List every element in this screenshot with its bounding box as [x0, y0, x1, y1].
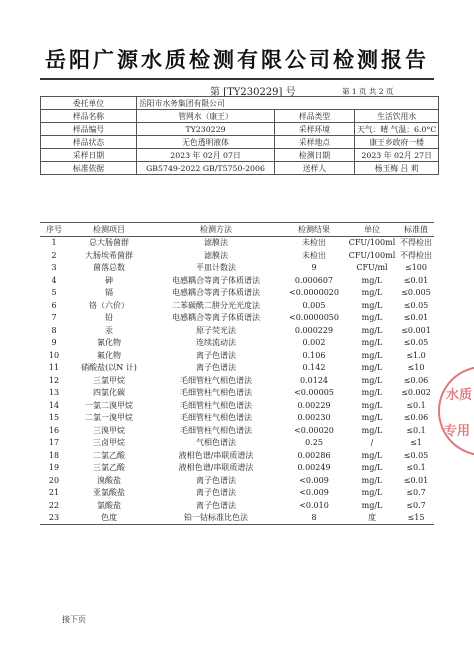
- item-result: <0.0000020: [289, 288, 339, 298]
- table-header-row: [40, 223, 434, 237]
- item-unit: mg/L: [361, 500, 383, 510]
- info-value: 管网水（康王）: [137, 110, 275, 123]
- item-unit: CFU/ml: [356, 263, 388, 273]
- info-value: GB5749-2022 GB/T5750-2006: [137, 162, 275, 175]
- info-value: 生活饮用水: [355, 110, 439, 123]
- item-result: 0.142: [302, 363, 326, 373]
- item-name: 三卤甲烷: [93, 438, 125, 448]
- item-method: 液相色谱/串联质谱法: [178, 463, 254, 473]
- item-method: 铂一钴标准比色法: [150, 512, 282, 525]
- item-index: 6: [51, 300, 57, 310]
- info-label: 样品名称: [41, 110, 137, 123]
- item-index: 8: [51, 325, 57, 335]
- item-method: 离子色谱法: [196, 350, 236, 360]
- info-value: 康王乡政府一楼: [355, 136, 439, 149]
- item-result: 未检出: [302, 238, 326, 248]
- table-row: [40, 312, 434, 325]
- info-label: 委托单位: [41, 97, 137, 110]
- item-result: 0.002: [302, 338, 326, 348]
- item-method: 离子色谱法: [196, 488, 236, 498]
- item-result: <0.010: [299, 500, 329, 510]
- report-title: 岳阳广源水质检测有限公司检测报告: [45, 47, 429, 72]
- title-divider: [40, 78, 434, 80]
- seal-text-bottom: 专用: [444, 424, 471, 439]
- item-name: 氰化物: [97, 338, 121, 348]
- table-row: [40, 299, 434, 312]
- item-method: 电感耦合等离子体质谱法: [172, 313, 260, 323]
- item-unit: CFU/100ml: [348, 238, 396, 248]
- item-result: 0.00229: [297, 400, 331, 410]
- item-name: 砷: [105, 275, 113, 285]
- item-name: 汞: [105, 325, 113, 335]
- info-label: 样品状态: [41, 136, 137, 149]
- item-unit: mg/L: [361, 275, 383, 285]
- item-unit: mg/L: [361, 388, 383, 398]
- item-unit: mg/L: [361, 288, 383, 298]
- item-result: 0.000607: [294, 275, 334, 285]
- item-index: 5: [51, 288, 57, 298]
- item-result: 0.005: [302, 300, 326, 310]
- item-limit: ≤0.06: [403, 375, 429, 385]
- info-value: 2023 年 02月 07日: [137, 149, 275, 162]
- item-result: 9: [311, 263, 317, 273]
- col-header-index: 序号: [40, 223, 68, 237]
- item-limit: 不得检出: [400, 250, 432, 260]
- info-row: [41, 123, 439, 136]
- item-method: 滤膜法: [204, 238, 228, 248]
- item-name: 总大肠菌群: [89, 238, 129, 248]
- table-row: [40, 262, 434, 275]
- item-limit: ≤1: [410, 438, 422, 448]
- item-method: 连续流动法: [196, 338, 236, 348]
- item-name: 三氯甲烷: [93, 375, 125, 385]
- item-name: 铅: [105, 313, 113, 323]
- item-unit: mg/L: [361, 413, 383, 423]
- item-index: 7: [51, 313, 57, 323]
- item-index: 4: [51, 275, 57, 285]
- info-label: 样品类型: [275, 110, 355, 123]
- item-method: 液相色谱/串联质谱法: [178, 450, 254, 460]
- item-index: 18: [48, 450, 60, 460]
- table-row: [40, 462, 434, 475]
- table-row: [40, 249, 434, 262]
- item-limit: ≤0.1: [406, 400, 426, 410]
- item-name: 溴酸盐: [97, 475, 121, 485]
- item-limit: 不得检出: [400, 238, 432, 248]
- table-row: [40, 424, 434, 437]
- item-result: <0.0000050: [289, 313, 339, 323]
- item-unit: CFU/100ml: [348, 250, 396, 260]
- item-unit: mg/L: [361, 338, 383, 348]
- item-limit: ≤0.05: [403, 450, 429, 460]
- item-method: 毛细管柱气相色谱法: [180, 388, 252, 398]
- item-name: 氟化物: [97, 350, 121, 360]
- item-method: 离子色谱法: [196, 500, 236, 510]
- item-index: 14: [48, 400, 60, 410]
- item-method: 原子荧光法: [196, 325, 236, 335]
- item-name: 二氯乙酸: [93, 450, 125, 460]
- item-result: 0.106: [302, 350, 326, 360]
- info-label: 采样地点: [275, 136, 355, 149]
- item-method: 离子色谱法: [196, 363, 236, 373]
- item-unit: mg/L: [361, 313, 383, 323]
- item-result: <0.00020: [294, 425, 334, 435]
- table-row: [40, 337, 434, 350]
- item-result: <0.009: [299, 488, 329, 498]
- item-method: 毛细管柱气相色谱法: [180, 425, 252, 435]
- item-limit: ≤0.002: [401, 388, 431, 398]
- item-result: 0.25: [305, 438, 323, 448]
- info-row: [41, 149, 439, 162]
- item-index: 23: [40, 512, 68, 525]
- item-limit: ≤0.05: [403, 338, 429, 348]
- item-result: 8: [282, 512, 346, 525]
- item-limit: ≤1.0: [406, 350, 426, 360]
- info-label: 检测日期: [275, 149, 355, 162]
- item-index: 22: [48, 500, 60, 510]
- item-name: 铬（六价）: [89, 300, 129, 310]
- item-method: 毛细管柱气相色谱法: [180, 413, 252, 423]
- table-row: [40, 387, 434, 400]
- item-limit: ≤0.01: [403, 275, 429, 285]
- item-index: 3: [51, 263, 57, 273]
- seal-text-top: 水质: [446, 388, 473, 403]
- item-index: 1: [51, 238, 57, 248]
- item-unit: mg/L: [361, 488, 383, 498]
- item-result: 0.00286: [297, 450, 331, 460]
- item-limit: ≤0.1: [406, 425, 426, 435]
- item-name: 大肠埃希菌群: [85, 250, 133, 260]
- item-name: 硝酸盐(以N 计): [81, 363, 137, 373]
- item-limit: ≤100: [405, 263, 427, 273]
- table-row: [40, 449, 434, 462]
- item-limit: ≤0.7: [406, 488, 426, 498]
- official-seal: [438, 366, 474, 456]
- item-index: 21: [48, 488, 60, 498]
- item-name: 三溴甲烷: [93, 425, 125, 435]
- item-unit: mg/L: [361, 363, 383, 373]
- item-limit: ≤0.005: [401, 288, 431, 298]
- test-results-table: [40, 222, 434, 525]
- item-limit: ≤10: [407, 363, 425, 373]
- item-unit: /: [370, 438, 374, 448]
- info-value: 天气：晴 气温：6.0°C: [355, 123, 439, 136]
- table-row: [40, 499, 434, 512]
- page-count: 第 1 页 共 2 页: [342, 87, 394, 96]
- item-result: <0.00005: [294, 388, 334, 398]
- item-name: 镉: [105, 288, 113, 298]
- item-unit: mg/L: [361, 300, 383, 310]
- table-row: [40, 362, 434, 375]
- info-label: 样品编号: [41, 123, 137, 136]
- table-row: [40, 349, 434, 362]
- sample-info-table: [40, 96, 439, 175]
- info-label: 送样人: [275, 162, 355, 175]
- col-header-method: 检测方法: [150, 223, 282, 237]
- table-row: [40, 512, 434, 525]
- col-header-unit: 单位: [346, 223, 398, 237]
- item-index: 15: [48, 413, 60, 423]
- item-method: 平皿计数法: [196, 263, 236, 273]
- item-method: 气相色谱法: [196, 438, 236, 448]
- item-method: 离子色谱法: [196, 475, 236, 485]
- item-index: 16: [48, 425, 60, 435]
- item-unit: mg/L: [361, 325, 383, 335]
- item-index: 20: [48, 475, 60, 485]
- item-name: 二氯一溴甲烷: [85, 413, 133, 423]
- info-value: 无色透明液体: [137, 136, 275, 149]
- table-row: [40, 412, 434, 425]
- item-index: 11: [48, 363, 60, 373]
- item-limit: ≤0.06: [403, 413, 429, 423]
- item-method: 毛细管柱气相色谱法: [180, 400, 252, 410]
- item-limit: ≤0.05: [403, 300, 429, 310]
- item-name: 亚氯酸盐: [93, 488, 125, 498]
- col-header-limit: 标准值: [398, 223, 434, 237]
- item-index: 10: [48, 350, 60, 360]
- table-row: [40, 287, 434, 300]
- item-index: 9: [51, 338, 57, 348]
- continued-note: 接下页: [62, 615, 86, 624]
- item-name: 氯酸盐: [97, 500, 121, 510]
- item-result: 0.00230: [297, 413, 331, 423]
- report-number: 第 [TY230229] 号: [210, 87, 296, 98]
- info-row: [41, 162, 439, 175]
- item-limit: ≤0.01: [403, 313, 429, 323]
- info-row: [41, 136, 439, 149]
- item-name: 三氯乙酸: [93, 463, 125, 473]
- info-label: 采样环境: [275, 123, 355, 136]
- item-index: 17: [48, 438, 60, 448]
- item-result: 0.00249: [297, 463, 331, 473]
- item-unit: mg/L: [361, 375, 383, 385]
- table-row: [40, 437, 434, 450]
- item-result: 0.0124: [300, 375, 328, 385]
- item-method: 电感耦合等离子体质谱法: [172, 288, 260, 298]
- table-row: [40, 274, 434, 287]
- item-limit: ≤15: [398, 512, 434, 525]
- info-value: 2023 年 02月 27日: [355, 149, 439, 162]
- table-row: [40, 399, 434, 412]
- col-header-item: 检测项目: [68, 223, 150, 237]
- item-index: 19: [48, 463, 60, 473]
- item-result: 未检出: [302, 250, 326, 260]
- item-unit: mg/L: [361, 425, 383, 435]
- item-unit: 度: [346, 512, 398, 525]
- item-index: 2: [51, 250, 57, 260]
- item-result: <0.009: [299, 475, 329, 485]
- item-result: 0.000229: [294, 325, 334, 335]
- info-value: TY230229: [137, 123, 275, 136]
- item-limit: ≤0.001: [401, 325, 431, 335]
- item-name: 四氯化碳: [93, 388, 125, 398]
- col-header-result: 检测结果: [282, 223, 346, 237]
- table-row: [40, 324, 434, 337]
- item-limit: ≤0.7: [406, 500, 426, 510]
- item-unit: mg/L: [361, 450, 383, 460]
- item-index: 12: [48, 375, 60, 385]
- item-index: 13: [48, 388, 60, 398]
- item-method: 毛细管柱气相色谱法: [180, 375, 252, 385]
- item-name: 色度: [68, 512, 150, 525]
- table-row: [40, 474, 434, 487]
- item-limit: ≤0.1: [406, 463, 426, 473]
- item-unit: mg/L: [361, 350, 383, 360]
- item-name: 一氯二溴甲烷: [85, 400, 133, 410]
- info-label: 标准依据: [41, 162, 137, 175]
- info-row: [41, 97, 439, 110]
- item-method: 二苯碳酰二肼分光光度法: [172, 300, 260, 310]
- item-method: 滤膜法: [204, 250, 228, 260]
- item-name: 菌落总数: [93, 263, 125, 273]
- item-limit: ≤0.01: [403, 475, 429, 485]
- item-unit: mg/L: [361, 475, 383, 485]
- table-row: [40, 487, 434, 500]
- info-label: 采样日期: [41, 149, 137, 162]
- info-value: 杨玉梅 吕 莉: [355, 162, 439, 175]
- item-unit: mg/L: [361, 400, 383, 410]
- info-row: [41, 110, 439, 123]
- table-row: [40, 236, 434, 249]
- table-row: [40, 374, 434, 387]
- item-method: 电感耦合等离子体质谱法: [172, 275, 260, 285]
- item-unit: mg/L: [361, 463, 383, 473]
- info-value: 岳阳市水务集团有限公司: [137, 97, 439, 110]
